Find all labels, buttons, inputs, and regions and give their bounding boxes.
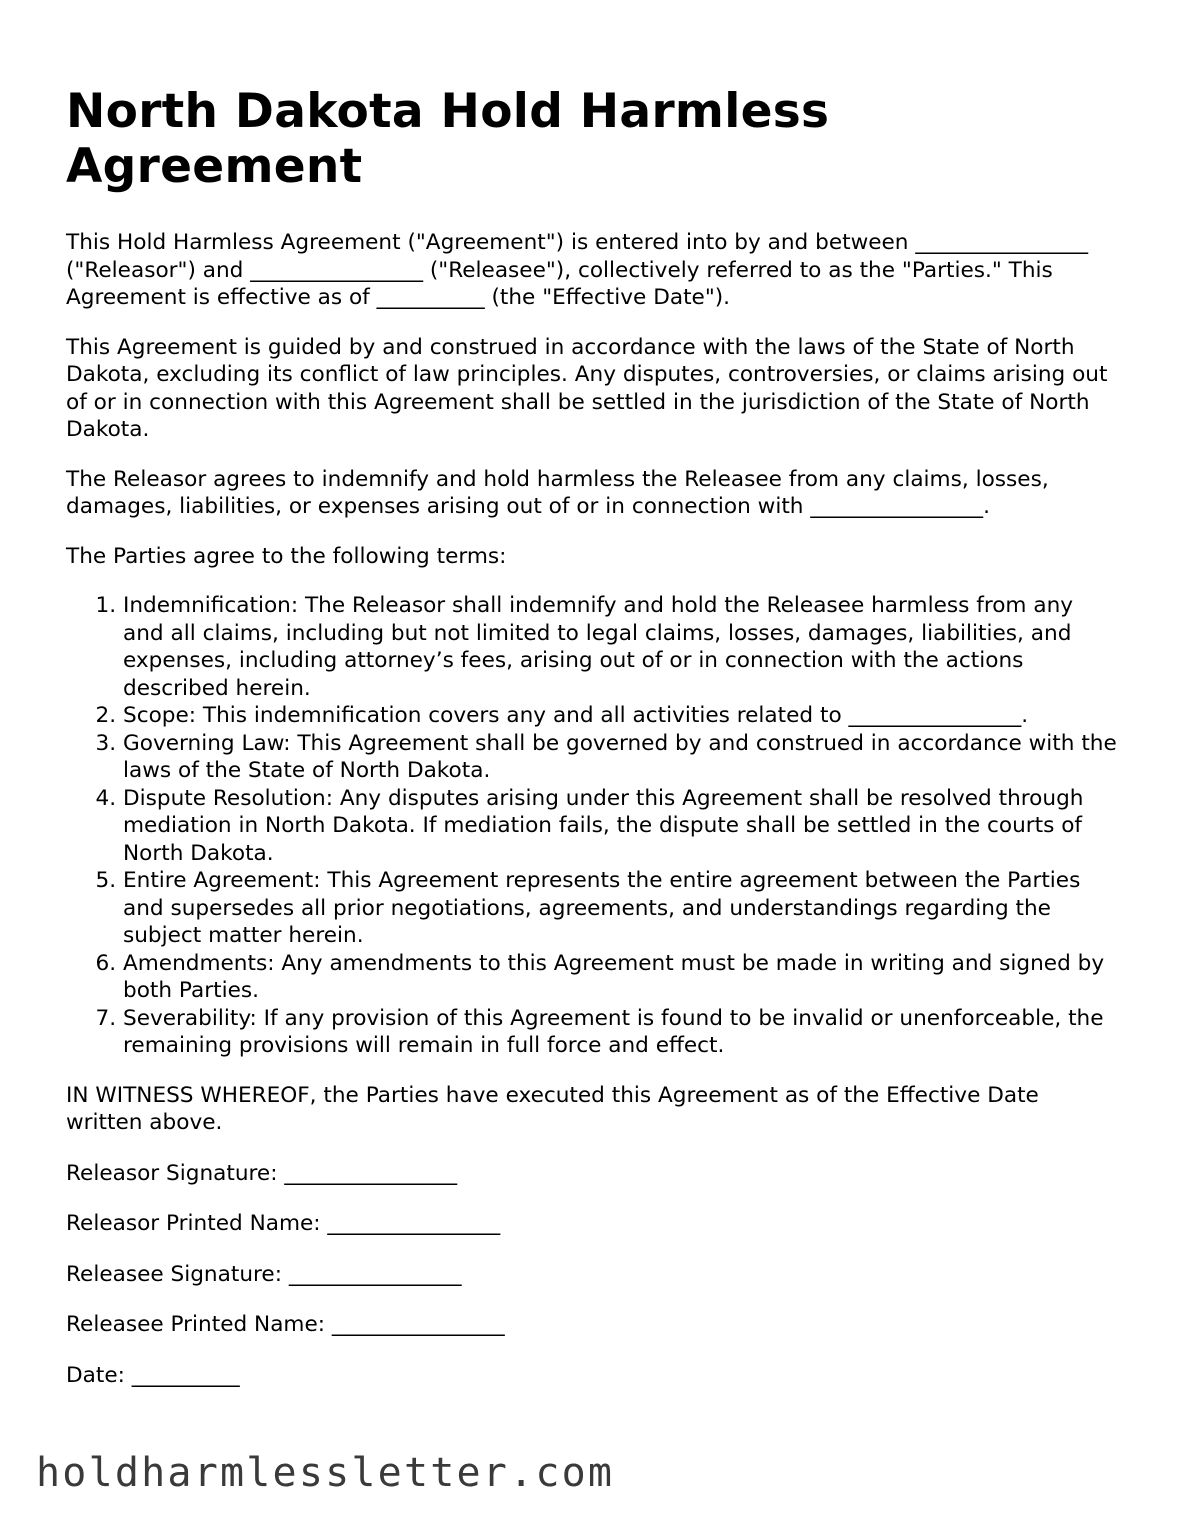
term-entire-agreement: 5. Entire Agreement: This Agreement represents the entire agreement between the Parties and supersedes all prior negotiations, agreements, and understandings regarding the subject matter herein. — [123, 867, 1118, 950]
date-line: Date: __________ — [66, 1362, 240, 1388]
governing-law-paragraph: This Agreement is guided by and construed in accordance with the laws of the State of North Dakota, excluding its conflict of law principles. Any disputes, controversies, or claims arising out of or in connection with this Agreement shall be settled in the jurisdiction of the State of North Dakota. — [66, 334, 1108, 442]
term-indemnification: 1. Indemnification: The Releasor shall indemnify and hold the Releasee harmless from any and all claims, including but not limited to legal claims, losses, damages, liabilities, and expenses, including attorney’s fees, arising out of or in connection with the actions described herein. — [123, 592, 1118, 702]
website-footer: holdharmlessletter.com — [36, 1450, 615, 1496]
releasee-signature-line: Releasee Signature: ________________ — [66, 1261, 462, 1287]
term-dispute-resolution: 4. Dispute Resolution: Any disputes arising under this Agreement shall be resolved through mediation in North Dakota. If mediation fails, the dispute shall be settled in the courts of North Dakota. — [123, 785, 1118, 868]
document-title: North Dakota Hold Harmless Agreement — [66, 84, 830, 194]
releasee-printed-name-line: Releasee Printed Name: ________________ — [66, 1312, 505, 1337]
term-amendments: 6. Amendments: Any amendments to this Agreement must be made in writing and signed by both Parties. — [123, 950, 1118, 1005]
intro-paragraph: This Hold Harmless Agreement ("Agreement") is entered into by and between ________________ ("Releasor") and ________________ ("Releasee"), collectively referred to as the "Parties." This Agreement is effective as of __________ (the "Effective Date"). — [66, 230, 1089, 310]
document-page — [66, 84, 1118, 1389]
releasor-printed-name-line: Releasor Printed Name: ________________ — [66, 1211, 501, 1236]
terms-list — [66, 592, 1118, 1060]
releasor-signature-line: Releasor Signature: ________________ — [66, 1160, 458, 1186]
terms-intro: The Parties agree to the following terms: — [66, 543, 507, 569]
term-severability: 7. Severability: If any provision of this Agreement is found to be invalid or unenforceable, the remaining provisions will remain in full force and effect. — [123, 1005, 1118, 1060]
term-scope: 2. Scope: This indemnification covers any and all activities related to ________________. — [123, 702, 1118, 730]
term-governing-law: 3. Governing Law: This Agreement shall be governed by and construed in accordance with the laws of the State of North Dakota. — [123, 730, 1118, 785]
indemnity-paragraph: The Releasor agrees to indemnify and hold harmless the Releasee from any claims, losses, damages, liabilities, or expenses arising out of or in connection with ________________. — [66, 466, 1049, 519]
witness-paragraph: IN WITNESS WHEREOF, the Parties have executed this Agreement as of the Effective Date written above. — [66, 1082, 1039, 1135]
